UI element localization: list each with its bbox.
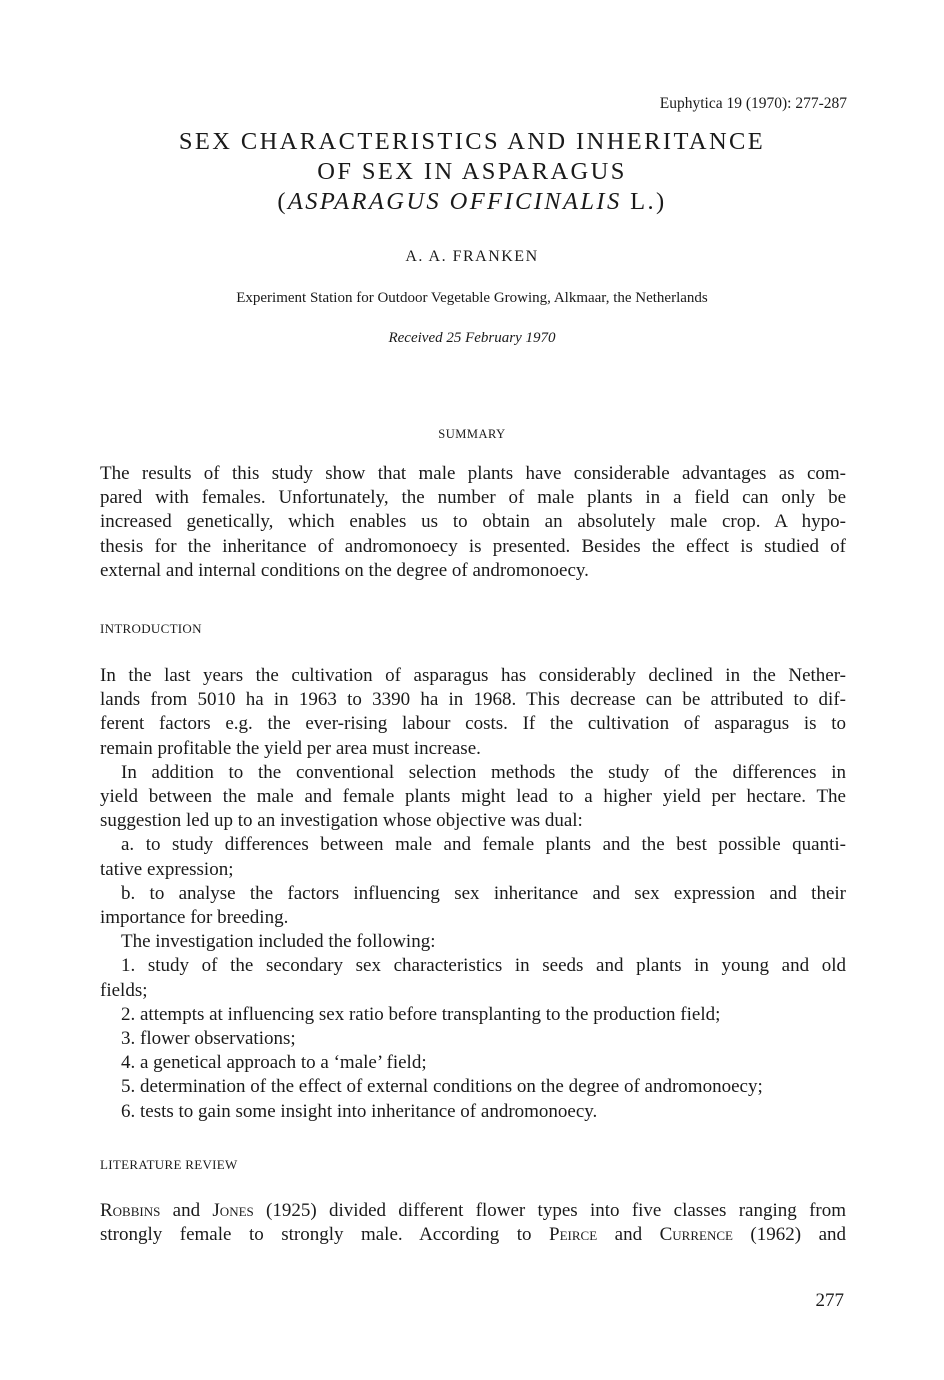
summary-line: increased genetically, which enables us to obtain an absolutely male crop. A hypo- xyxy=(100,511,846,533)
intro-line: 1. study of the secondary sex characteristics in seeds and plants in young and old xyxy=(121,955,846,977)
author-name: A. A. FRANKEN xyxy=(405,248,539,265)
author-affiliation: Experiment Station for Outdoor Vegetable Growing, Alkmaar, the Netherlands xyxy=(236,290,708,306)
intro-line: 4. a genetical approach to a ‘male’ field; xyxy=(121,1052,427,1074)
intro-line: 2. attempts at influencing sex ratio before transplanting to the production field; xyxy=(121,1003,721,1025)
literature-review-heading: LITERATURE REVIEW xyxy=(100,1157,238,1172)
author-citation: Jones xyxy=(212,1200,254,1221)
intro-line: remain profitable the yield per area must increase. xyxy=(100,737,481,759)
title-paren-close: L.) xyxy=(621,188,667,215)
intro-line: 6. tests to gain some insight into inheritance of andromonoecy. xyxy=(121,1100,598,1122)
title-species-name: ASPARAGUS OFFICINALIS xyxy=(287,188,622,215)
title-paren-open: ( xyxy=(277,188,288,215)
intro-line: yield between the male and female plants might lead to a higher yield per hectare. The xyxy=(100,786,846,808)
literature-line xyxy=(100,1199,846,1223)
author-citation: Currence xyxy=(659,1224,733,1246)
title-line-2: OF SEX IN ASPARAGUS xyxy=(317,158,627,185)
intro-line: lands from 5010 ha in 1963 to 3390 ha in 1968. This decrease can be attributed to dif- xyxy=(100,689,846,711)
intro-line: importance for breeding. xyxy=(100,907,289,929)
literature-line xyxy=(100,1223,846,1247)
intro-line: b. to analyse the factors influencing sex inheritance and sex expression and their xyxy=(121,882,846,904)
author-citation: Peirce xyxy=(549,1224,598,1246)
paper-title xyxy=(0,127,944,217)
author-citation: Robbins xyxy=(100,1200,161,1221)
intro-line: 3. flower observations; xyxy=(121,1028,296,1050)
intro-line: In addition to the conventional selection methods the study of the differences in xyxy=(121,761,846,783)
literature-text: (1925) divided different flower types into five classes ranging from xyxy=(253,1200,847,1221)
summary-line: external and internal conditions on the degree of andromonoecy. xyxy=(100,559,589,581)
literature-text: (1962) and xyxy=(732,1224,847,1246)
summary-line: thesis for the inheritance of andromonoecy is presented. Besides the effect is studied of xyxy=(100,535,846,557)
literature-text: and xyxy=(160,1200,213,1221)
page-number: 277 xyxy=(815,1290,844,1311)
literature-text: strongly female to strongly male. According to xyxy=(100,1224,550,1246)
literature-text: and xyxy=(597,1224,660,1246)
intro-line: 5. determination of the effect of external conditions on the degree of andromonoecy; xyxy=(121,1076,763,1098)
intro-line: suggestion led up to an investigation whose objective was dual: xyxy=(100,810,583,832)
summary-body xyxy=(100,462,846,583)
intro-line: tative expression; xyxy=(100,858,234,880)
introduction-body xyxy=(100,664,846,1124)
title-line-3 xyxy=(0,187,944,217)
intro-line: The investigation included the following: xyxy=(121,931,436,953)
intro-line: ferent factors e.g. the ever-rising labour costs. If the cultivation of asparagus is to xyxy=(100,713,846,735)
summary-heading: SUMMARY xyxy=(438,427,506,441)
summary-line: The results of this study show that male plants have considerable advantages as com- xyxy=(100,463,846,484)
received-date: Received 25 February 1970 xyxy=(388,330,556,346)
literature-review-body xyxy=(100,1199,846,1247)
journal-reference: Euphytica 19 (1970): 277-287 xyxy=(659,95,847,112)
intro-line: In the last years the cultivation of asparagus has considerably declined in the Nether- xyxy=(100,665,846,686)
summary-line: pared with females. Unfortunately, the number of male plants in a field can only be xyxy=(100,487,846,509)
introduction-heading: INTRODUCTION xyxy=(100,621,202,636)
title-line-1: SEX CHARACTERISTICS AND INHERITANCE xyxy=(178,128,766,155)
intro-line: a. to study differences between male and female plants and the best possible quanti- xyxy=(121,834,846,856)
intro-line: fields; xyxy=(100,979,148,1001)
